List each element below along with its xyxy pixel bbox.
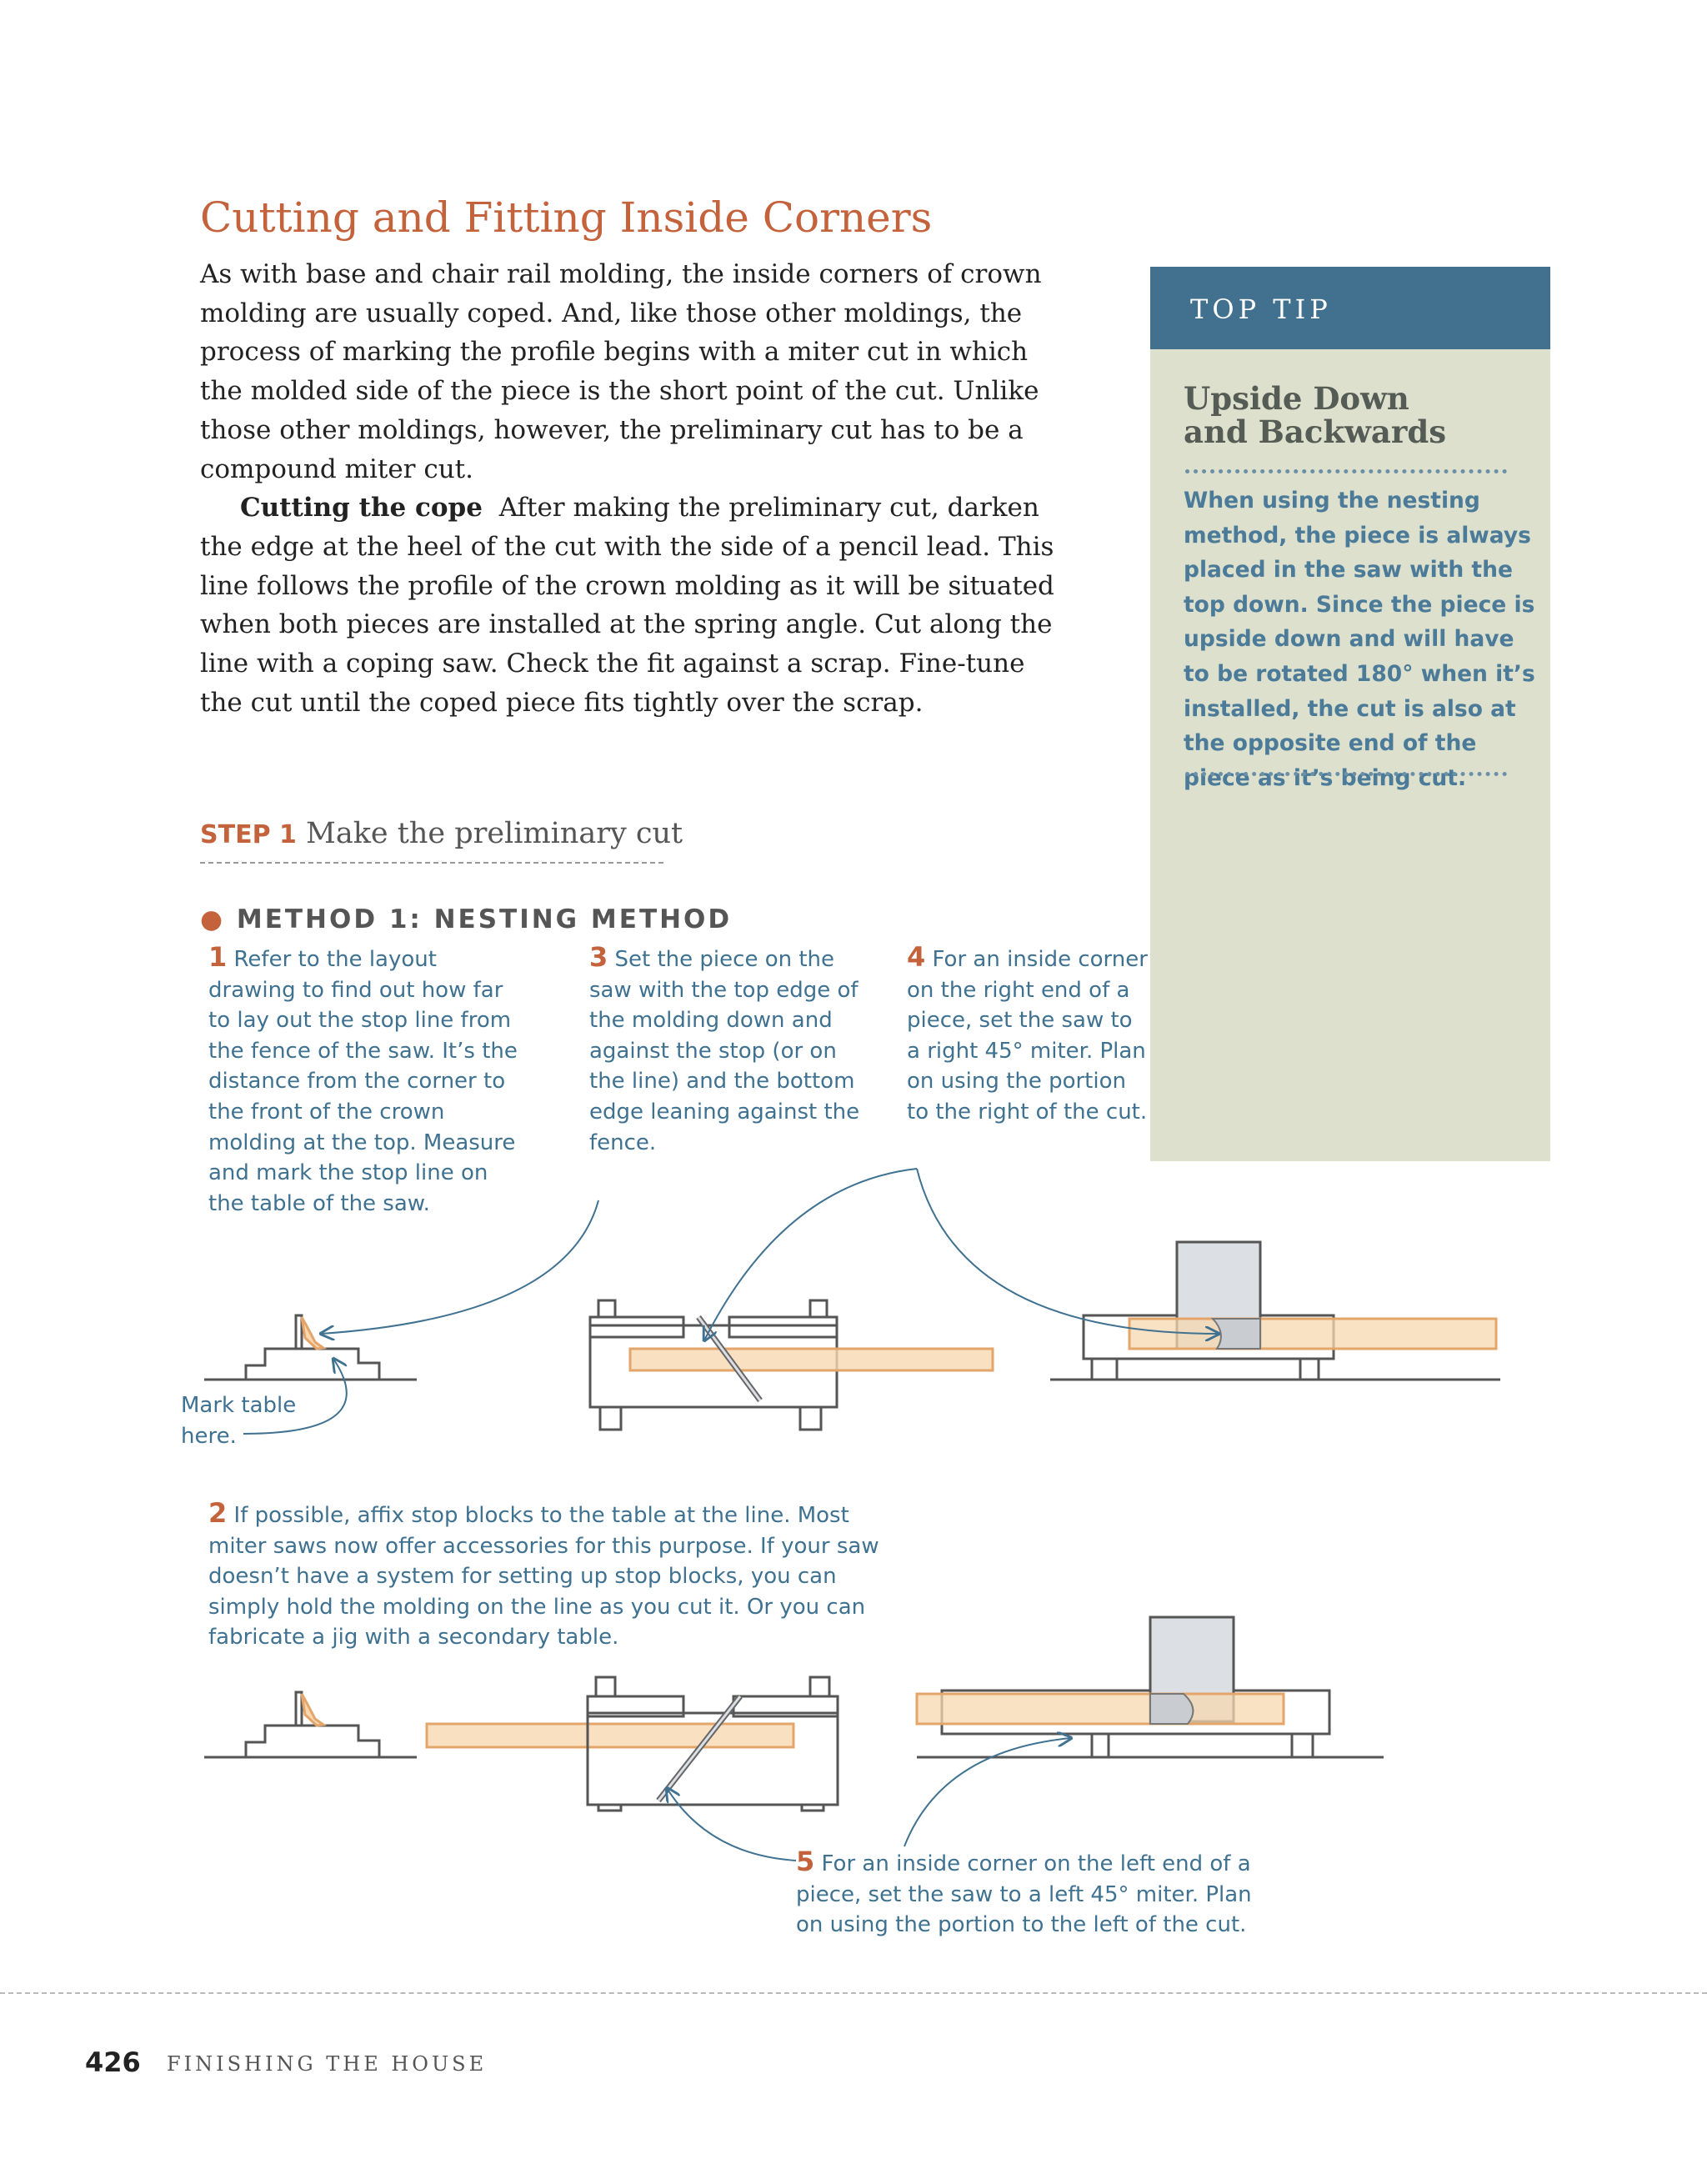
page-title: Cutting and Fitting Inside Corners [200,193,933,242]
callout-4-text: For an inside corner on the right end of a piece, set the saw to a right 45° miter. Plan on using the portion to the right of the cut. [907,947,1148,1125]
callout-5-text: For an inside corner on the left end of a piece, set the saw to a left 45° miter. Plan on using the portion to the left of the cut. [796,1851,1252,1938]
intro-paragraph-2 [200,488,1067,722]
running-head: FINISHING THE HOUSE [167,2052,488,2076]
top-tip-title [1184,382,1534,448]
saw-side-view-3 [204,1692,793,1757]
callout-1-text: Refer to the layout drawing to find out how far to lay out the stop line from the fence of the saw. It’s the distance from the corner to the front of the crown molding at the top. Measure and mark the stop line on the table of the saw. [208,947,518,1216]
bullet-icon: ● [200,904,226,934]
intro-text [200,255,1067,722]
top-tip-title-line-2: and Backwards [1184,413,1447,450]
method-heading [200,904,732,934]
callout-5-number: 5 [796,1846,815,1877]
leader-note-3 [321,1200,598,1334]
callout-3 [589,942,864,1158]
callout-4-number: 4 [907,941,926,973]
molding-stock [917,1694,1284,1724]
step-rule [200,862,663,864]
page-number: 426 [85,2046,141,2078]
method-title: METHOD 1: NESTING METHOD [236,904,733,934]
saw-side-view-4 [917,1617,1384,1757]
top-tip-body: When using the nesting method, the piece is always placed in the saw with the top down. Since the piece is upside down and will have to be rotated 180° when it’s installed, the cut is also at the opposite end of the piece as it’s being cut. [1184,488,1535,791]
callout-3-text: Set the piece on the saw with the top edge of the molding down and against the stop (or on the line) and the bottom edge leaning against the fence. [589,947,860,1155]
step-number: STEP 1 [200,820,297,849]
saw-side-view-2 [1050,1242,1500,1380]
callout-2-text: If possible, affix stop blocks to the table at the line. Most miter saws now offer accessories for this purpose. If your saw doesn’t have a system for setting up stop blocks, you can simply hold the molding on the line as you cut it. Or you can fabricate a jig with a secondary table. [208,1503,879,1651]
callout-2-number: 2 [208,1497,228,1529]
step-title: Make the preliminary cut [306,817,683,850]
step-heading [200,817,683,850]
paragraph-2-body: After making the preliminary cut, darken the edge at the heel of the cut with the side of a pencil lead. This line follows the profile of the crown molding as it will be situated when both pieces are installed at the spring angle. Cut along the line with a coping saw. Check the fit against a scrap. Fine-tune the cut until the coped piece fits tightly over the scrap. [200,493,1054,718]
callout-4 [907,942,1149,1128]
molding-stock [630,1349,993,1370]
footer-rule [0,1992,1707,1994]
molding-stock [427,1724,793,1747]
intro-paragraph-1: As with base and chair rail molding, the inside corners of crown molding are usually coped. And, like those other moldings, the process of marking the profile begins with a miter cut in which the molded side of the piece is the short point of the cut. Unlike those other moldings, however, the preliminary cut has to be a compound miter cut. [200,259,1042,484]
callout-2 [208,1498,909,1653]
leader-note-5b [904,1738,1071,1846]
top-tip-dotted-rule-top [1185,469,1507,473]
top-tip-dotted-rule-bottom [1185,772,1507,776]
callout-3-number: 3 [589,941,608,973]
saw-front-view-1 [590,1300,993,1430]
mark-table-label: Mark table here. [181,1393,297,1449]
leader-note-4b [917,1169,1219,1334]
molding-profile [302,1317,323,1349]
saw-side-view-1 [204,1315,417,1380]
top-tip-label: TOP TIP [1190,293,1332,325]
top-tip-title-line-1: Upside Down [1184,380,1409,417]
callout-1-number: 1 [208,941,228,973]
callout-1 [208,942,525,1219]
leader-note-5a [667,1788,796,1861]
run-in-heading: Cutting the cope [240,493,483,523]
callout-5 [796,1846,1263,1941]
